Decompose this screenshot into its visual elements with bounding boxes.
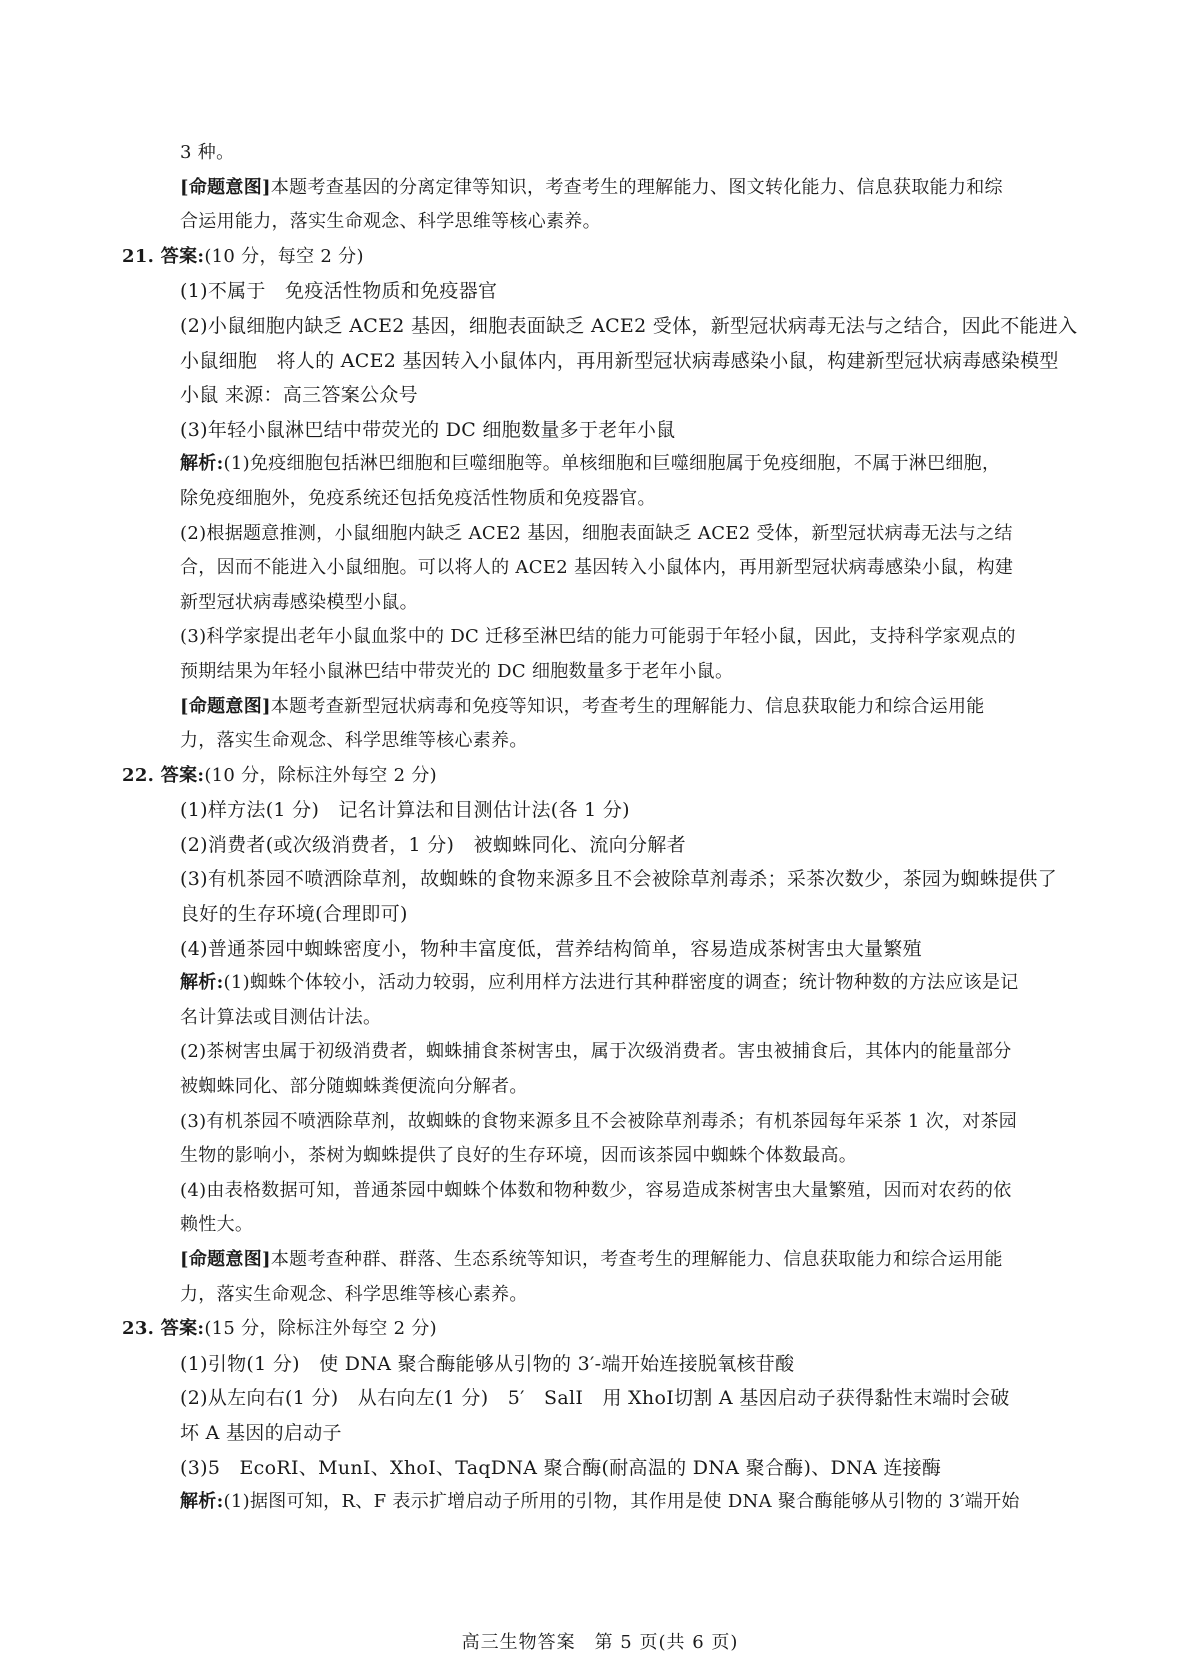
line-text: 本题考查新型冠状病毒和免疫等知识，考查考生的理解能力、信息获取能力和综合运用能 — [270, 695, 985, 717]
text-line — [148, 447, 1058, 482]
line-text: 合，因而不能进入小鼠细胞。可以将人的 ACE2 基因转入小鼠体内，再用新型冠状病毒感染小鼠，构建 — [180, 557, 1014, 579]
line-text: (2)消费者(或次级消费者，1 分) 被蜘蛛同化、流向分解者 — [180, 833, 686, 856]
line-tag: [命题意图] — [180, 176, 271, 198]
line-tag: [命题意图] — [180, 695, 271, 717]
line-text: (2)小鼠细胞内缺乏 ACE2 基因，细胞表面缺乏 ACE2 受体，新型冠状病毒无法与之结合，因此不能进入 — [180, 314, 1078, 337]
line-text: (10 分，除标注外每空 2 分) — [204, 764, 437, 786]
line-tag: 21. 答案: — [122, 245, 205, 267]
text-line — [148, 413, 1058, 448]
text-line — [148, 1485, 1058, 1520]
page-footer: 高三生物答案 第 5 页(共 6 页) — [461, 1632, 739, 1653]
text-line — [148, 1347, 1058, 1382]
line-text: (1)据图可知，R、F 表示扩增启动子所用的引物，其作用是使 DNA 聚合酶能够从引物的 3′端开始 — [223, 1491, 1020, 1513]
line-text: (4)由表格数据可知，普通茶园中蜘蛛个体数和物种数少，容易造成茶树害虫大量繁殖，因而对农药的依 — [180, 1179, 1012, 1201]
text-line — [148, 1416, 1058, 1451]
line-text: (2)从左向右(1 分) 从右向左(1 分) 5′ SalⅠ 用 XhoⅠ切割 A 基因启动子获得黏性末端时会破 — [180, 1387, 1010, 1410]
text-line — [148, 793, 1058, 828]
line-tag: 22. 答案: — [122, 764, 205, 786]
line-text: (1)样方法(1 分) 记名计算法和目测估计法(各 1 分) — [180, 799, 630, 822]
line-text: (1)蜘蛛个体较小，活动力较弱，应利用样方法进行其种群密度的调查；统计物种数的方法应该是记 — [223, 972, 1019, 994]
text-line — [148, 862, 1058, 897]
line-text: 合运用能力，落实生命观念、科学思维等核心素养。 — [180, 211, 601, 233]
line-text: (3)有机茶园不喷洒除草剂，故蜘蛛的食物来源多且不会被除草剂毒杀；有机茶园每年采茶 1 次，对茶园 — [180, 1110, 1018, 1132]
text-line — [148, 1381, 1058, 1416]
line-text: 名计算法或目测估计法。 — [180, 1006, 382, 1028]
text-line — [148, 897, 1058, 932]
text-line — [148, 1139, 1058, 1174]
text-line — [148, 551, 1058, 586]
text-line — [148, 724, 1058, 759]
line-text: (3)5 EcoRⅠ、MunⅠ、XhoⅠ、TaqDNA 聚合酶(耐高温的 DNA 聚合酶)、DNA 连接酶 — [180, 1456, 942, 1479]
line-tag: 解析: — [180, 453, 224, 475]
line-text: 被蜘蛛同化、部分随蜘蛛粪便流向分解者。 — [180, 1076, 528, 1098]
line-text: 本题考查种群、群落、生态系统等知识，考查考生的理解能力、信息获取能力和综合运用能 — [270, 1249, 1003, 1270]
text-line — [122, 759, 1058, 794]
line-text: 力，落实生命观念、科学思维等核心素养。 — [180, 1283, 528, 1305]
line-text: (10 分，每空 2 分) — [204, 245, 364, 267]
line-text: 3 种。 — [180, 142, 235, 163]
line-text: (2)根据题意推测，小鼠细胞内缺乏 ACE2 基因，细胞表面缺乏 ACE2 受体，新型冠状病毒无法与之结 — [180, 522, 1013, 544]
text-line — [148, 828, 1058, 863]
line-text: (2)茶树害虫属于初级消费者，蜘蛛捕食茶树害虫，属于次级消费者。害虫被捕食后，其体内的能量部分 — [180, 1041, 1012, 1063]
line-text: (3)有机茶园不喷洒除草剂，故蜘蛛的食物来源多且不会被除草剂毒杀；采茶次数少，茶园为蜘蛛提供了 — [180, 868, 1058, 891]
line-text: 生物的影响小，茶树为蜘蛛提供了良好的生存环境，因而该茶园中蜘蛛个体数最高。 — [180, 1145, 858, 1167]
text-line — [148, 1001, 1058, 1036]
line-text: 除免疫细胞外，免疫系统还包括免疫活性物质和免疫器官。 — [180, 487, 656, 509]
text-line — [148, 1208, 1058, 1243]
line-text: (1)免疫细胞包括淋巴细胞和巨噬细胞等。单核细胞和巨噬细胞属于免疫细胞，不属于淋巴细胞， — [223, 453, 1001, 475]
line-text: (3)科学家提出老年小鼠血浆中的 DC 迁移至淋巴结的能力可能弱于年轻小鼠，因此，支持科学家观点的 — [180, 626, 1016, 648]
line-text: (4)普通茶园中蜘蛛密度小，物种丰富度低，营养结构简单，容易造成茶树害虫大量繁殖 — [180, 937, 922, 960]
text-line — [148, 1243, 1058, 1278]
text-line — [148, 586, 1058, 621]
line-text: 新型冠状病毒感染模型小鼠。 — [180, 591, 418, 613]
text-line — [148, 1035, 1058, 1070]
text-line — [148, 1278, 1058, 1313]
text-line — [122, 1312, 1058, 1347]
text-line — [148, 1451, 1058, 1486]
line-text: 预期结果为年轻小鼠淋巴结中带荧光的 DC 细胞数量多于老年小鼠。 — [180, 660, 734, 682]
text-line — [148, 1174, 1058, 1209]
line-tag: 23. 答案: — [122, 1318, 205, 1340]
line-text: 赖性大。 — [180, 1214, 254, 1236]
line-text: 小鼠 来源：高三答案公众号 — [180, 384, 418, 407]
text-line — [148, 517, 1058, 552]
text-line — [148, 344, 1058, 379]
line-text: 良好的生存环境(合理即可) — [180, 903, 408, 926]
text-line — [148, 620, 1058, 655]
line-text: 小鼠细胞 将人的 ACE2 基因转入小鼠体内，再用新型冠状病毒感染小鼠，构建新型冠状病毒感染模型 — [180, 349, 1059, 372]
text-line — [148, 136, 1058, 171]
document-body — [122, 136, 1078, 1520]
text-line — [148, 1105, 1058, 1140]
text-line — [148, 171, 1058, 206]
line-text: (1)不属于 免疫活性物质和免疫器官 — [180, 280, 498, 303]
line-text: 力，落实生命观念、科学思维等核心素养。 — [180, 730, 528, 752]
text-line — [148, 205, 1058, 240]
text-line — [148, 966, 1058, 1001]
line-text: (15 分，除标注外每空 2 分) — [204, 1318, 437, 1340]
line-tag: [命题意图] — [180, 1249, 271, 1270]
text-line — [148, 274, 1058, 309]
text-line — [148, 690, 1058, 725]
text-line — [148, 932, 1058, 967]
line-text: 坏 A 基因的启动子 — [180, 1421, 342, 1444]
text-line — [148, 309, 1078, 344]
line-tag: 解析: — [180, 972, 224, 994]
text-line — [148, 378, 1058, 413]
line-text: 本题考查基因的分离定律等知识，考查考生的理解能力、图文转化能力、信息获取能力和综 — [270, 176, 1003, 198]
text-line — [148, 482, 1058, 517]
text-line — [148, 1070, 1058, 1105]
line-tag: 解析: — [180, 1491, 224, 1513]
line-text: (3)年轻小鼠淋巴结中带荧光的 DC 细胞数量多于老年小鼠 — [180, 418, 676, 441]
text-line — [122, 240, 1058, 275]
text-line — [148, 655, 1058, 690]
line-text: (1)引物(1 分) 使 DNA 聚合酶能够从引物的 3′-端开始连接脱氧核苷酸 — [180, 1352, 795, 1375]
